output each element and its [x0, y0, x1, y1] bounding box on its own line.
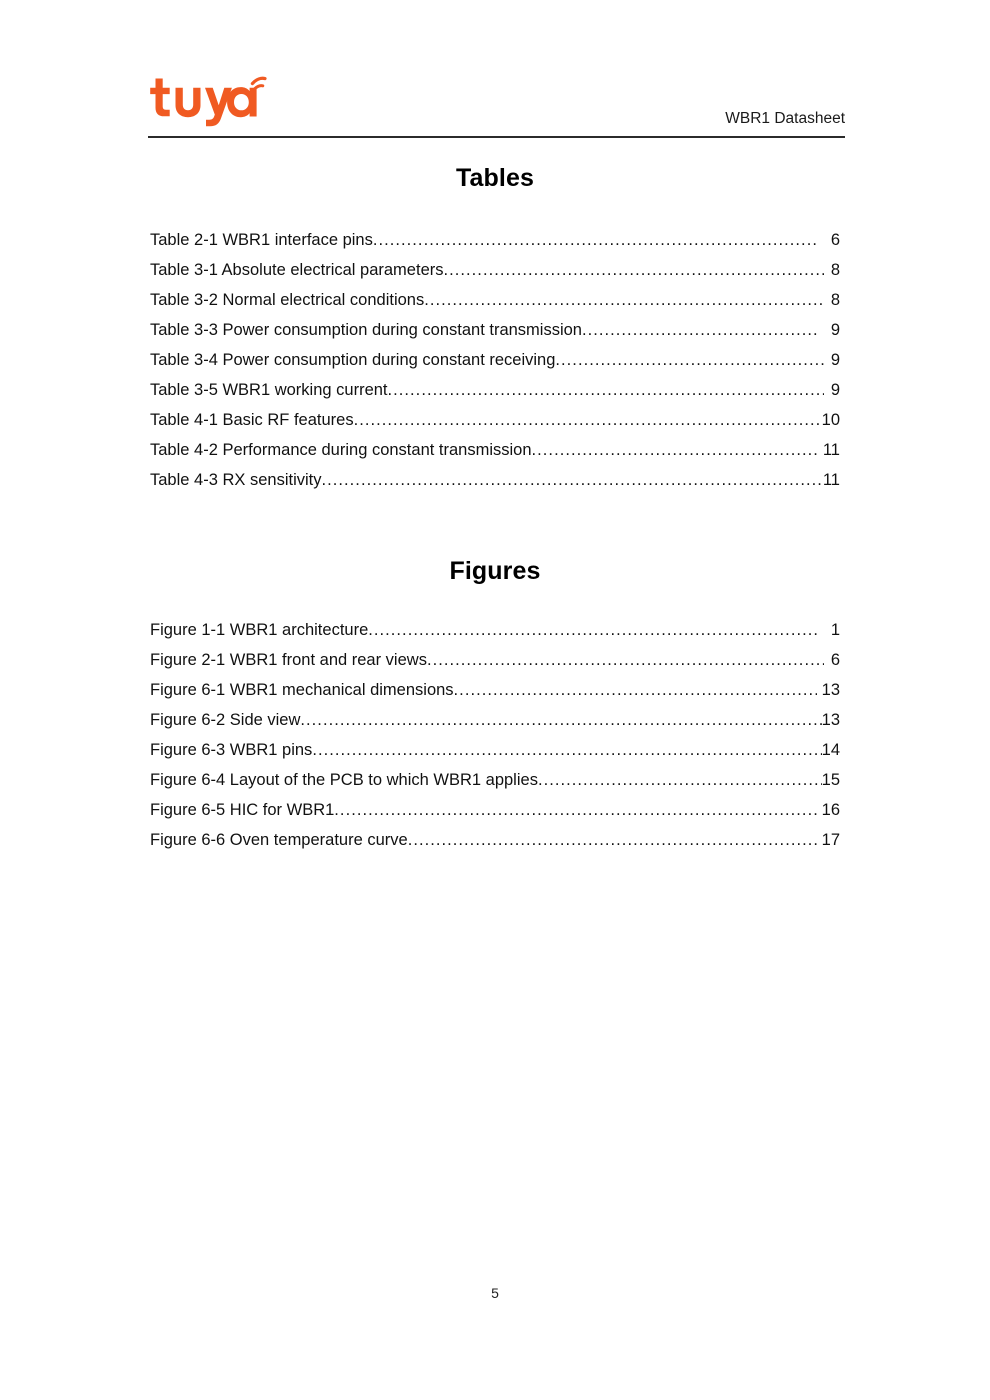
table-toc-entry[interactable]	[150, 435, 840, 465]
figure-toc-entry-page-number: 15	[821, 771, 840, 789]
figure-toc-entry-page-number: 13	[821, 711, 840, 729]
figure-toc-entry-label: Figure 6-6 Oven temperature curve	[150, 831, 408, 849]
dot-leader	[322, 477, 823, 495]
table-toc-entry-page-number: 8	[830, 261, 840, 279]
figure-toc-entry-page-number: 13	[821, 681, 840, 699]
figure-toc-entry[interactable]	[150, 825, 840, 855]
figure-toc-entry-label: Figure 6-3 WBR1 pins	[150, 741, 313, 759]
table-toc-entry-label: Table 4-1 Basic RF features	[150, 411, 354, 429]
table-toc-entry-label: Table 3-5 WBR1 working current	[150, 381, 388, 399]
dot-leader	[427, 657, 824, 675]
figures-toc-list	[150, 615, 840, 855]
table-toc-entry-page-number: 10	[821, 411, 840, 429]
header-title: WBR1 Datasheet	[725, 110, 845, 127]
table-toc-entry[interactable]	[150, 285, 840, 315]
figure-toc-entry[interactable]	[150, 795, 840, 825]
page-header	[148, 62, 845, 138]
table-toc-entry-label: Table 4-2 Performance during constant transmission	[150, 441, 532, 459]
figure-toc-entry-label: Figure 6-2 Side view	[150, 711, 301, 729]
table-toc-entry[interactable]	[150, 345, 840, 375]
header-divider	[148, 136, 845, 138]
table-toc-entry-label: Table 3-2 Normal electrical conditions	[150, 291, 425, 309]
figure-toc-entry-page-number: 6	[830, 651, 840, 669]
figure-toc-entry-label: Figure 6-4 Layout of the PCB to which WBR1 applies	[150, 771, 538, 789]
table-toc-entry[interactable]	[150, 315, 840, 345]
tuya-logo	[148, 70, 268, 128]
figures-section-heading: Figures	[449, 557, 541, 585]
dot-leader	[538, 777, 822, 795]
table-toc-entry-page-number: 6	[830, 231, 840, 249]
table-toc-entry[interactable]	[150, 225, 840, 255]
figure-toc-entry-label: Figure 1-1 WBR1 architecture	[150, 621, 369, 639]
dot-leader	[368, 627, 819, 645]
figure-toc-entry[interactable]	[150, 705, 840, 735]
figure-toc-entry-label: Figure 6-5 HIC for WBR1	[150, 801, 335, 819]
figure-toc-entry[interactable]	[150, 645, 840, 675]
tables-toc-list	[150, 225, 840, 495]
dot-leader	[555, 357, 824, 375]
figure-toc-entry-label: Figure 2-1 WBR1 front and rear views	[150, 651, 427, 669]
figure-toc-entry-page-number: 14	[821, 741, 840, 759]
table-toc-entry-page-number: 8	[830, 291, 840, 309]
table-toc-entry-page-number: 11	[822, 471, 840, 489]
figure-toc-entry-page-number: 16	[821, 801, 840, 819]
figure-toc-entry[interactable]	[150, 615, 840, 645]
dot-leader	[373, 237, 819, 255]
table-toc-entry[interactable]	[150, 255, 840, 285]
table-toc-entry[interactable]	[150, 375, 840, 405]
dot-leader	[582, 327, 819, 345]
figure-toc-entry-page-number: 1	[830, 621, 840, 639]
dot-leader	[388, 387, 824, 405]
tables-section-heading: Tables	[456, 164, 534, 192]
wifi-signal-arc-icon	[252, 78, 265, 89]
table-toc-entry[interactable]	[150, 405, 840, 435]
dot-leader	[532, 447, 818, 465]
table-toc-entry-label: Table 3-1 Absolute electrical parameters	[150, 261, 444, 279]
footer-page-number: 5	[491, 1285, 499, 1301]
table-toc-entry-page-number: 9	[830, 381, 840, 399]
table-toc-entry[interactable]	[150, 465, 840, 495]
dot-leader	[424, 297, 824, 315]
dot-leader	[444, 267, 825, 285]
dot-leader	[354, 417, 822, 435]
table-toc-entry-label: Table 3-4 Power consumption during constant receiving	[150, 351, 556, 369]
dot-leader	[300, 717, 821, 735]
table-toc-entry-page-number: 11	[822, 441, 840, 459]
dot-leader	[408, 837, 817, 855]
table-toc-entry-label: Table 4-3 RX sensitivity	[150, 471, 322, 489]
table-toc-entry-label: Table 2-1 WBR1 interface pins	[150, 231, 373, 249]
figure-toc-entry[interactable]	[150, 735, 840, 765]
table-toc-entry-page-number: 9	[830, 351, 840, 369]
dot-leader	[334, 807, 816, 825]
figure-toc-entry[interactable]	[150, 765, 840, 795]
figure-toc-entry-label: Figure 6-1 WBR1 mechanical dimensions	[150, 681, 454, 699]
figure-toc-entry-page-number: 17	[821, 831, 840, 849]
dot-leader	[454, 687, 817, 705]
figure-toc-entry[interactable]	[150, 675, 840, 705]
table-toc-entry-label: Table 3-3 Power consumption during constant transmission	[150, 321, 582, 339]
dot-leader	[312, 747, 821, 765]
table-toc-entry-page-number: 9	[830, 321, 840, 339]
